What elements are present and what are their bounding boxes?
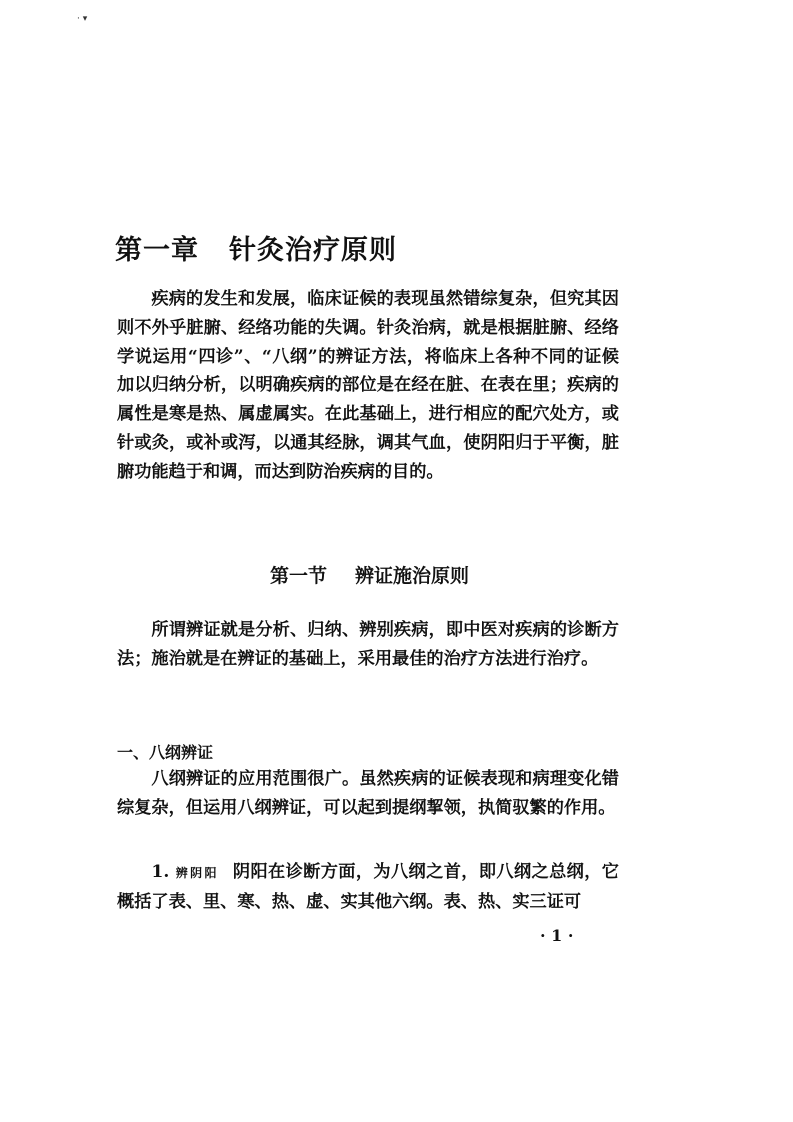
- corner-mark: · ▾: [77, 14, 88, 24]
- item-1-text: 阴阳在诊断方面，为八纲之首，即八纲之总纲，它概括了表、里、寒、热、虚、实其他六纲。表、热、实三证可: [117, 862, 619, 912]
- item-1-paragraph: [117, 858, 619, 917]
- item-1-term: 辨阴阳: [175, 866, 219, 880]
- subsection-heading: 一、八纲辨证: [117, 743, 214, 762]
- intro-paragraph: 疾病的发生和发展，临床证候的表现虽然错综复杂，但究其因则不外乎脏腑、经络功能的失调。针灸治病，就是根据脏腑、经络学说运用“四诊”、“八纲”的辨证方法，将临床上各种不同的证候加以归纳分析，以明确疾病的部位是在经在脏、在表在里；疾病的属性是寒是热、属虚属实。在此基础上，进行相应的配穴处方，或针或灸，或补或泻，以通其经脉，调其气血，使阴阳归于平衡，脏腑功能趋于和调，而达到防治疾病的目的。: [117, 289, 619, 482]
- section-title: [270, 561, 469, 588]
- section-paragraph: 所谓辨证就是分析、归纳、辨别疾病，即中医对疾病的诊断方法；施治就是在辨证的基础上，采用最佳的治疗方法进行治疗。: [117, 620, 619, 669]
- section-number: 第一节: [270, 565, 328, 587]
- section-name: 辨证施治原则: [355, 565, 470, 587]
- chapter-title: [115, 228, 397, 267]
- item-1-number: 1.: [151, 862, 170, 882]
- chapter-name: 针灸治疗原则: [229, 235, 397, 266]
- chapter-number: 第一章: [115, 235, 199, 266]
- subsection-paragraph: 八纲辨证的应用范围很广。虽然疾病的证候表现和病理变化错综复杂，但运用八纲辨证，可以起到提纲挈领，执简驭繁的作用。: [117, 769, 619, 818]
- page-number: · 1 ·: [540, 926, 574, 945]
